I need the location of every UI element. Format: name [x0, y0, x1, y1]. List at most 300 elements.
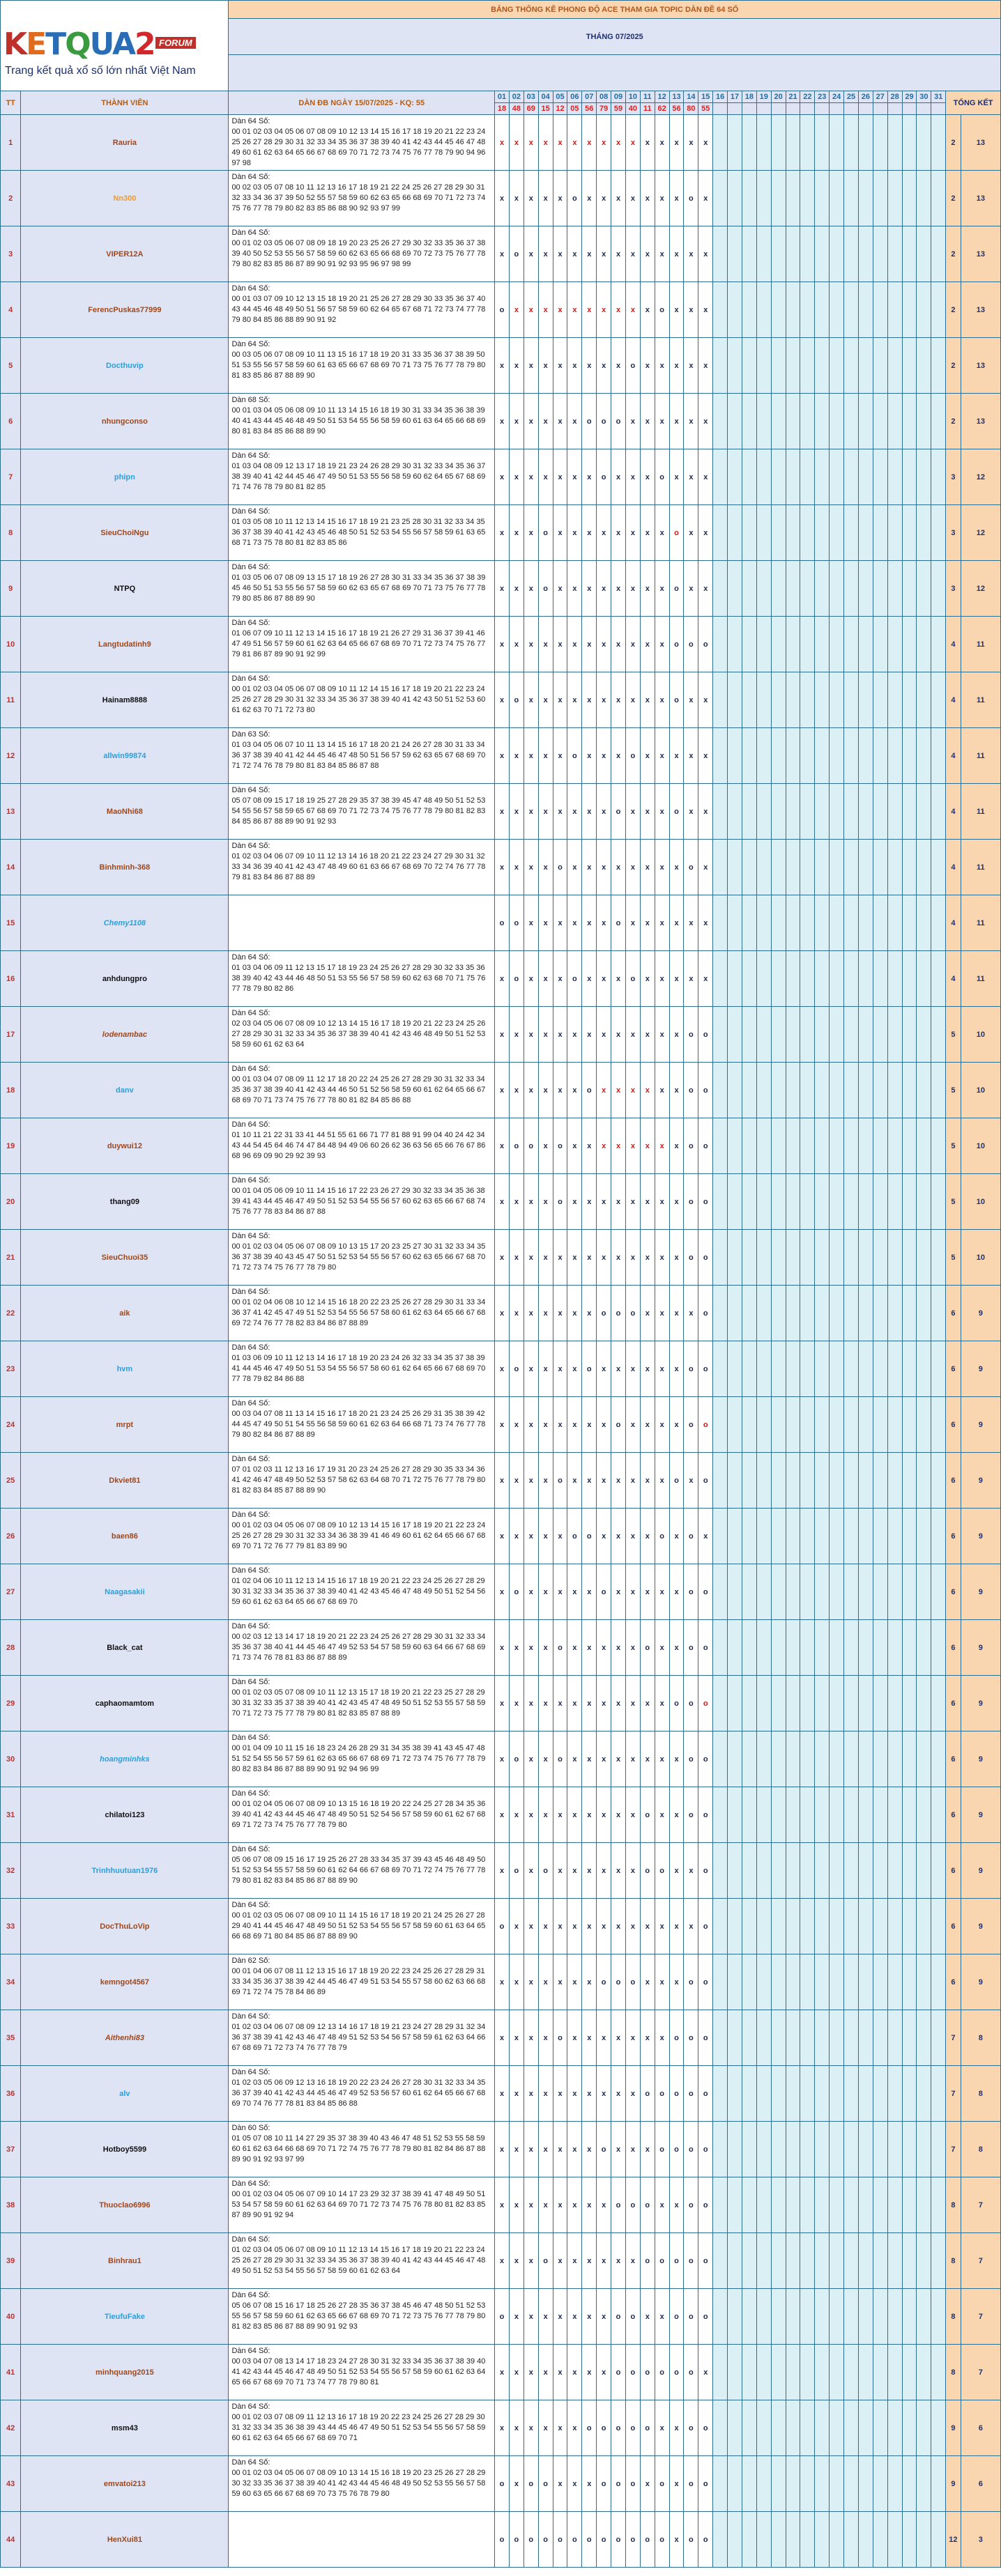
day-mark: x [597, 1676, 611, 1732]
member-name[interactable]: SieuChoiNgu [21, 505, 229, 561]
day-mark: o [611, 2400, 626, 2456]
day-mark: x [567, 1787, 582, 1843]
day-mark-empty [800, 394, 815, 449]
day-mark-empty [858, 2177, 873, 2233]
number-set-values: 05 07 08 09 15 17 18 19 25 27 28 29 35 37 38 39 45 47 48 49 50 51 52 53 54 55 56 57 58 59 65 67 68 69 70 71 72 73 74 75 76 77 78 79 80 81 82 83 84 85 86 87 88 89 90 91 92 93 [231, 796, 486, 826]
day-mark: x [611, 561, 626, 617]
day-mark: x [538, 1230, 553, 1286]
day-mark-empty [830, 2345, 844, 2400]
day-header: 12 [655, 91, 669, 103]
day-result [830, 103, 844, 115]
day-mark: x [509, 2400, 524, 2456]
day-mark-empty [713, 2456, 728, 2512]
day-mark-empty [800, 1453, 815, 1509]
day-mark: o [698, 2122, 713, 2177]
day-mark: x [625, 1899, 640, 1954]
member-name[interactable]: hoangminhks [21, 1732, 229, 1787]
day-mark-empty [844, 505, 859, 561]
miss-count: 6 [946, 1676, 961, 1732]
day-mark: x [640, 1174, 655, 1230]
day-mark: x [669, 1899, 684, 1954]
day-mark-empty [815, 1230, 830, 1286]
day-mark-empty [931, 1620, 946, 1676]
day-mark: o [582, 394, 597, 449]
day-mark: o [509, 1564, 524, 1620]
day-mark-empty [742, 505, 756, 561]
day-mark: x [524, 226, 538, 282]
day-mark-empty [800, 672, 815, 728]
day-mark-empty [873, 2177, 887, 2233]
member-name[interactable]: Langtudatinh9 [21, 617, 229, 672]
day-mark: o [640, 2066, 655, 2122]
day-mark-empty [873, 2122, 887, 2177]
total-count: 9 [961, 1954, 1000, 2010]
member-name[interactable]: mrpt [21, 1397, 229, 1453]
day-mark-empty [858, 2122, 873, 2177]
day-mark-empty [844, 2400, 859, 2456]
member-name[interactable]: Trinhhuutuan1976 [21, 1843, 229, 1899]
day-mark: x [509, 2233, 524, 2289]
member-name[interactable]: Binhminh-368 [21, 840, 229, 895]
day-mark: o [567, 1509, 582, 1564]
day-result [858, 103, 873, 115]
day-mark: o [597, 1954, 611, 2010]
day-mark: o [684, 2512, 698, 2568]
day-mark-empty [873, 1397, 887, 1453]
day-mark-empty [771, 1230, 786, 1286]
day-mark-empty [931, 1118, 946, 1174]
day-mark: o [625, 2512, 640, 2568]
day-mark-empty [800, 1899, 815, 1954]
day-mark-empty [844, 840, 859, 895]
day-mark: x [597, 2177, 611, 2233]
day-mark-empty [844, 2066, 859, 2122]
day-mark-empty [800, 1286, 815, 1341]
day-mark: x [684, 728, 698, 784]
day-mark-empty [917, 226, 931, 282]
day-mark: x [669, 282, 684, 338]
day-mark: x [538, 2122, 553, 2177]
member-name[interactable]: minhquang2015 [21, 2345, 229, 2400]
member-name[interactable]: Docthuvip [21, 338, 229, 394]
number-set [229, 226, 495, 282]
member-name[interactable]: lodenambac [21, 1007, 229, 1063]
day-mark: x [611, 1453, 626, 1509]
number-set-title: Dàn 64 Số: [231, 953, 270, 962]
day-mark: x [553, 171, 567, 226]
day-mark-empty [844, 171, 859, 226]
day-mark: x [655, 1341, 669, 1397]
day-mark: x [625, 1453, 640, 1509]
day-mark: x [538, 1564, 553, 1620]
day-mark: x [669, 728, 684, 784]
day-mark-empty [771, 1453, 786, 1509]
day-mark: x [524, 2400, 538, 2456]
day-mark-empty [902, 2512, 917, 2568]
member-name[interactable]: anhdungpro [21, 951, 229, 1007]
member-name[interactable]: hvm [21, 1341, 229, 1397]
number-set-title: Dàn 64 Số: [231, 1343, 270, 1352]
number-set [229, 951, 495, 1007]
day-mark-empty [713, 1174, 728, 1230]
day-mark: o [611, 2456, 626, 2512]
day-mark-empty [830, 617, 844, 672]
member-name[interactable]: TieufuFake [21, 2289, 229, 2345]
day-mark: x [509, 338, 524, 394]
member-name[interactable]: Hotboy5599 [21, 2122, 229, 2177]
member-name[interactable]: DocThuLoVip [21, 1899, 229, 1954]
day-mark-empty [931, 1174, 946, 1230]
day-mark-empty [771, 2177, 786, 2233]
day-mark: x [640, 2122, 655, 2177]
day-mark-empty [830, 394, 844, 449]
day-mark-empty [771, 2456, 786, 2512]
day-mark: x [538, 1899, 553, 1954]
day-mark-empty [786, 672, 800, 728]
day-mark: x [553, 2456, 567, 2512]
member-name[interactable]: chilatoi123 [21, 1787, 229, 1843]
day-header: 27 [873, 91, 887, 103]
day-mark: x [611, 1843, 626, 1899]
row-number: 30 [1, 1732, 21, 1787]
member-name[interactable]: Naagasakii [21, 1564, 229, 1620]
day-mark: o [553, 1118, 567, 1174]
day-mark: x [669, 226, 684, 282]
day-mark-empty [756, 1453, 771, 1509]
member-name[interactable]: danv [21, 1063, 229, 1118]
day-mark: x [611, 505, 626, 561]
day-mark-empty [902, 784, 917, 840]
day-mark-empty [742, 1899, 756, 1954]
day-mark-empty [830, 1286, 844, 1341]
day-mark-empty [902, 115, 917, 171]
total-count: 9 [961, 1397, 1000, 1453]
day-mark-empty [742, 449, 756, 505]
day-mark-empty [887, 2066, 902, 2122]
day-mark-empty [771, 784, 786, 840]
day-mark-empty [742, 171, 756, 226]
member-name[interactable]: allwin99874 [21, 728, 229, 784]
day-header: 13 [669, 91, 684, 103]
logo[interactable] [1, 1, 229, 91]
day-mark-empty [887, 1397, 902, 1453]
day-mark-empty [887, 1007, 902, 1063]
day-mark-empty [887, 2456, 902, 2512]
day-mark: x [495, 1341, 510, 1397]
day-mark-empty [800, 1620, 815, 1676]
day-mark: x [655, 1230, 669, 1286]
day-result [887, 103, 902, 115]
total-count: 11 [961, 784, 1000, 840]
day-mark: x [567, 115, 582, 171]
day-mark: x [597, 1174, 611, 1230]
day-mark: x [538, 1676, 553, 1732]
member-name[interactable]: emvatoi213 [21, 2456, 229, 2512]
member-name[interactable]: Rauria [21, 115, 229, 171]
day-mark: x [509, 561, 524, 617]
day-mark-empty [786, 1899, 800, 1954]
member-name[interactable]: msm43 [21, 2400, 229, 2456]
member-row [1, 728, 1001, 784]
member-name[interactable]: MaoNhi68 [21, 784, 229, 840]
day-mark-empty [771, 394, 786, 449]
day-mark-empty [786, 338, 800, 394]
day-mark: x [669, 895, 684, 951]
day-result: 48 [509, 103, 524, 115]
day-mark: o [582, 2512, 597, 2568]
day-mark-empty [902, 1174, 917, 1230]
member-name[interactable]: Dkviet81 [21, 1453, 229, 1509]
member-name[interactable]: Aithenhi83 [21, 2010, 229, 2066]
day-mark-empty [917, 1954, 931, 2010]
day-mark: x [495, 1843, 510, 1899]
day-mark-empty [771, 1676, 786, 1732]
day-mark-empty [815, 617, 830, 672]
day-mark: x [640, 1286, 655, 1341]
row-number: 38 [1, 2177, 21, 2233]
member-name[interactable]: duywui12 [21, 1118, 229, 1174]
day-mark-empty [756, 2345, 771, 2400]
row-number: 7 [1, 449, 21, 505]
member-name[interactable]: kemngot4567 [21, 1954, 229, 2010]
row-number: 1 [1, 115, 21, 171]
day-mark-empty [887, 1509, 902, 1564]
day-mark: o [553, 1620, 567, 1676]
day-mark: o [655, 282, 669, 338]
member-name[interactable]: HenXui81 [21, 2512, 229, 2568]
day-mark: x [495, 171, 510, 226]
day-mark-empty [931, 1509, 946, 1564]
day-mark-empty [815, 1954, 830, 2010]
day-mark-empty [771, 728, 786, 784]
day-mark-empty [728, 2010, 742, 2066]
day-mark-empty [756, 1676, 771, 1732]
day-mark: x [495, 1174, 510, 1230]
day-mark-empty [756, 672, 771, 728]
day-mark: x [567, 1174, 582, 1230]
day-mark: x [495, 2233, 510, 2289]
day-mark: x [655, 840, 669, 895]
day-mark-empty [815, 338, 830, 394]
day-mark: o [698, 1620, 713, 1676]
day-mark: x [611, 282, 626, 338]
day-mark-empty [815, 2177, 830, 2233]
day-mark-empty [830, 1954, 844, 2010]
number-set-title: Dàn 64 Số: [231, 1566, 270, 1575]
day-mark-empty [844, 2233, 859, 2289]
day-mark-empty [873, 617, 887, 672]
day-mark: o [669, 2345, 684, 2400]
day-mark-empty [844, 1564, 859, 1620]
member-name[interactable]: phipn [21, 449, 229, 505]
day-mark-empty [786, 505, 800, 561]
member-name[interactable]: Nn300 [21, 171, 229, 226]
day-mark: x [524, 505, 538, 561]
day-mark-empty [858, 394, 873, 449]
day-mark: x [611, 338, 626, 394]
day-mark: o [509, 1341, 524, 1397]
day-mark-empty [917, 1509, 931, 1564]
day-mark: x [582, 1954, 597, 2010]
number-set-title: Dàn 64 Số: [231, 1845, 270, 1853]
total-count: 11 [961, 840, 1000, 895]
day-mark: x [655, 1787, 669, 1843]
day-mark-empty [887, 1063, 902, 1118]
day-mark: x [625, 394, 640, 449]
member-name[interactable]: alv [21, 2066, 229, 2122]
number-set-values: 00 01 02 04 06 08 10 12 14 15 16 18 20 22 23 25 26 27 28 29 30 31 33 34 36 37 41 42 45 47 49 51 52 53 54 55 56 57 58 60 61 62 63 64 65 66 67 68 69 72 74 76 77 78 82 83 84 86 87 88 89 [231, 1298, 486, 1327]
day-mark-empty [917, 1787, 931, 1843]
day-mark-empty [756, 561, 771, 617]
day-mark: x [655, 951, 669, 1007]
number-set-values: 07 01 02 03 11 12 13 16 17 19 31 20 23 24 25 26 27 28 29 30 35 33 34 36 41 42 46 47 48 49 50 52 53 57 58 62 63 64 68 70 71 72 75 76 77 78 79 80 81 82 83 84 85 87 88 89 90 [231, 1465, 486, 1495]
day-mark: x [597, 1899, 611, 1954]
day-mark: o [582, 1063, 597, 1118]
member-name[interactable]: baen86 [21, 1509, 229, 1564]
day-mark: x [495, 2122, 510, 2177]
member-name[interactable]: caphaomamtom [21, 1676, 229, 1732]
day-mark-empty [902, 561, 917, 617]
row-number: 23 [1, 1341, 21, 1397]
day-mark-empty [887, 1341, 902, 1397]
number-set-values: 00 02 03 05 07 08 10 11 12 13 16 17 18 19 21 22 24 25 26 27 28 29 30 31 32 33 34 36 37 39 50 52 55 57 58 59 60 62 63 65 66 68 69 70 71 72 73 74 75 76 77 78 79 80 82 83 85 86 88 90 92 93 97 99 [231, 183, 486, 213]
day-mark-empty [771, 2512, 786, 2568]
day-mark: x [524, 2066, 538, 2122]
day-mark-empty [742, 617, 756, 672]
day-mark: o [509, 1843, 524, 1899]
day-mark: x [509, 1676, 524, 1732]
member-name[interactable]: Binhrau1 [21, 2233, 229, 2289]
day-mark: x [582, 1732, 597, 1787]
day-mark-empty [858, 1509, 873, 1564]
member-name[interactable]: Black_cat [21, 1620, 229, 1676]
member-name[interactable]: FerencPuskas77999 [21, 282, 229, 338]
day-mark: x [625, 1843, 640, 1899]
day-mark-empty [786, 1453, 800, 1509]
member-row [1, 1063, 1001, 1118]
member-name[interactable]: Chemy1108 [21, 895, 229, 951]
day-mark: x [582, 2122, 597, 2177]
day-mark: x [509, 505, 524, 561]
day-mark-empty [815, 728, 830, 784]
day-mark: x [597, 2233, 611, 2289]
day-mark-empty [786, 171, 800, 226]
day-mark-empty [786, 1843, 800, 1899]
day-mark-empty [830, 1063, 844, 1118]
day-mark-empty [786, 2289, 800, 2345]
day-mark-empty [931, 2122, 946, 2177]
day-mark-empty [844, 1732, 859, 1787]
day-mark: x [640, 561, 655, 617]
member-name[interactable]: NTPQ [21, 561, 229, 617]
day-mark: x [509, 1007, 524, 1063]
day-mark-empty [917, 2066, 931, 2122]
day-mark-empty [771, 171, 786, 226]
day-mark-empty [786, 115, 800, 171]
day-mark-empty [728, 1843, 742, 1899]
day-mark-empty [742, 561, 756, 617]
member-name[interactable]: Thuoclao6996 [21, 2177, 229, 2233]
member-name[interactable]: nhungconso [21, 394, 229, 449]
member-name[interactable]: thang09 [21, 1174, 229, 1230]
day-mark-empty [887, 338, 902, 394]
number-set-values: 00 02 03 12 13 14 17 18 19 20 21 22 23 24 25 26 27 28 29 30 31 32 33 34 35 36 37 38 40 41 44 45 46 47 49 52 53 54 57 58 59 60 63 64 66 67 68 69 71 73 74 76 78 81 83 86 87 88 89 [231, 1633, 486, 1662]
total-count: 13 [961, 171, 1000, 226]
day-mark-empty [902, 1286, 917, 1341]
day-mark-empty [887, 449, 902, 505]
day-mark: x [567, 1118, 582, 1174]
member-row [1, 1732, 1001, 1787]
day-mark-empty [713, 2177, 728, 2233]
day-mark: x [611, 171, 626, 226]
day-mark: x [669, 394, 684, 449]
day-mark-empty [917, 1843, 931, 1899]
day-mark: x [509, 282, 524, 338]
day-mark-empty [771, 617, 786, 672]
day-mark-empty [931, 2289, 946, 2345]
day-mark-empty [713, 1063, 728, 1118]
day-mark: x [495, 1732, 510, 1787]
member-name[interactable]: aik [21, 1286, 229, 1341]
day-mark-empty [917, 505, 931, 561]
miss-count: 2 [946, 394, 961, 449]
day-mark: x [640, 784, 655, 840]
miss-count: 4 [946, 840, 961, 895]
day-mark: x [625, 2066, 640, 2122]
day-mark-empty [902, 2010, 917, 2066]
day-mark-empty [931, 784, 946, 840]
day-mark: x [698, 1509, 713, 1564]
day-mark: o [698, 2066, 713, 2122]
day-mark-empty [800, 505, 815, 561]
day-header: 15 [698, 91, 713, 103]
miss-count: 7 [946, 2010, 961, 2066]
day-mark: x [538, 1118, 553, 1174]
member-name[interactable]: Hainam8888 [21, 672, 229, 728]
day-mark: x [684, 1453, 698, 1509]
day-mark-empty [713, 449, 728, 505]
day-mark-empty [873, 2345, 887, 2400]
day-mark-empty [931, 1899, 946, 1954]
logo-tagline: Trang kết quả xổ số lớn nhất Việt Nam [5, 64, 196, 77]
day-mark: x [524, 1620, 538, 1676]
day-mark-empty [786, 1954, 800, 2010]
day-header: 10 [625, 91, 640, 103]
day-mark-empty [931, 2066, 946, 2122]
member-row [1, 1341, 1001, 1397]
day-mark-empty [756, 2456, 771, 2512]
day-mark-empty [713, 1397, 728, 1453]
day-mark: o [509, 895, 524, 951]
miss-count: 2 [946, 171, 961, 226]
day-mark-empty [902, 1453, 917, 1509]
day-mark: o [611, 1286, 626, 1341]
day-mark-empty [800, 617, 815, 672]
day-mark: x [553, 784, 567, 840]
day-mark: x [625, 1063, 640, 1118]
day-result [917, 103, 931, 115]
day-mark-empty [728, 2400, 742, 2456]
day-mark-empty [917, 1063, 931, 1118]
day-mark-empty [713, 1564, 728, 1620]
day-mark-empty [887, 1843, 902, 1899]
member-row [1, 1954, 1001, 2010]
day-mark: x [495, 2010, 510, 2066]
member-name[interactable]: SieuChuoi35 [21, 1230, 229, 1286]
day-mark-empty [771, 1063, 786, 1118]
member-name[interactable]: VIPER12A [21, 226, 229, 282]
day-mark-empty [713, 617, 728, 672]
